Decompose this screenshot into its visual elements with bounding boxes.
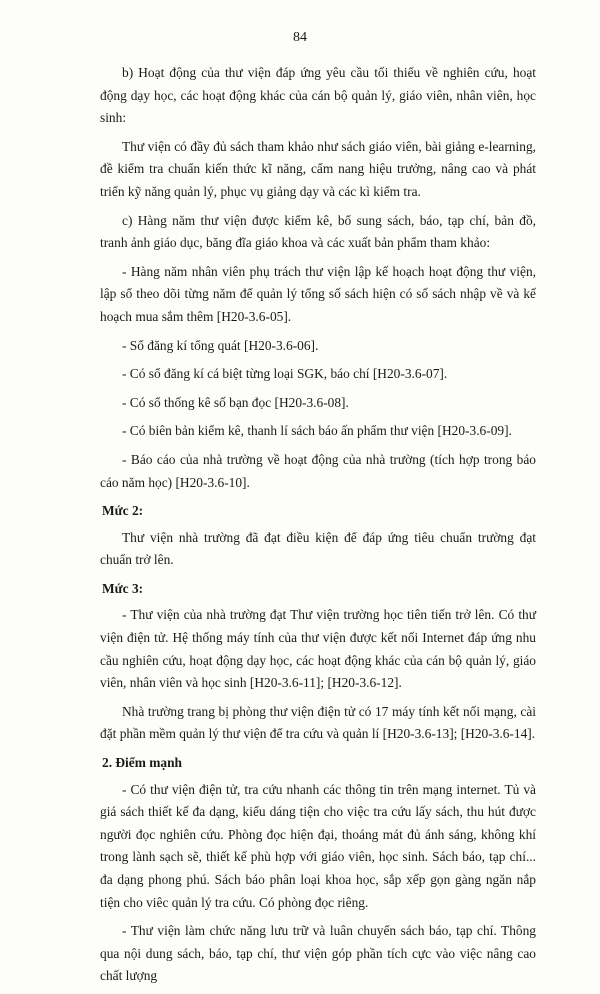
paragraph-reference-books: Thư viện có đầy đủ sách tham khảo như sách giáo viên, bài giảng e-learning, đề kiểm tra chuẩn kiến thức kĩ năng, cẩm nang hiệu trưởng, nâng cao và phát triển kỹ năng quản lý, phục vụ giảng dạy và các kì kiểm tra. — [100, 138, 536, 199]
list-item-inventory-minutes: - Có biên bản kiểm kê, thanh lí sách báo ấn phẩm thư viện [H20-3.6-09]. — [122, 423, 512, 439]
list-item-annual-plan: - Hàng năm nhân viên phụ trách thư viện lập kế hoạch hoạt động thư viện, lập sổ theo dõi từng năm để quản lý tổng số sách hiện có số sách nhập về và kế hoạch mua sắm thêm [H20-3.6-05]. — [100, 263, 536, 324]
heading-level-2: Mức 2: — [102, 503, 144, 519]
paragraph-level-3-computers: Nhà trường trang bị phòng thư viện điện tử có 17 máy tính kết nối mạng, cài đặt phần mềm quản lý thư viện để tra cứu và quản lí [H20-3.6-13]; [H20-3.6-14]. — [100, 703, 536, 742]
paragraph-strengths-archive: - Thư viện làm chức năng lưu trữ và luân chuyển sách báo, tạp chí. Thông qua nội dung sách, báo, tạp chí, thư viện góp phần tích cực vào việc nâng cao chất lượng — [100, 923, 536, 984]
paragraph-strengths-digital: - Có thư viện điện tử, tra cứu nhanh các thông tin trên mạng internet. Tủ và giá sách thiết kế đa dạng, kiểu dáng tiện cho việc tra cứu lấy sách, thu hút được người đọc nghiên cứu. Phòng đọc hiện đại, thoáng mát đủ ánh sáng, không khí trong lành sạch sẽ, thiết kế phù hợp với giáo viên, học sinh. Sách báo, tạp chí... đa dạng phong phú. Sách báo phân loại khoa học, sắp xếp gọn gàng ngăn nắp tiện cho viêc quản lý tra cứu. Có phòng đọc riêng. — [100, 781, 536, 910]
page-number: 84 — [293, 30, 307, 45]
heading-level-3: Mức 3: — [102, 580, 144, 596]
list-item-school-report: - Báo cáo của nhà trường về hoạt động của nhà trường (tích hợp trong báo cáo năm học) [H20-3.6-10]. — [100, 451, 536, 490]
heading-strengths: 2. Điểm mạnh — [102, 755, 182, 771]
document-body — [100, 62, 536, 994]
paragraph-c-inventory: c) Hàng năm thư viện được kiểm kê, bổ sung sách, báo, tạp chí, bản đồ, tranh ảnh giáo dục, băng đĩa giáo khoa và các xuất bản phẩm tham khảo: — [100, 212, 536, 251]
paragraph-b-activities: b) Hoạt động của thư viện đáp ứng yêu cầu tối thiểu về nghiên cứu, hoạt động dạy học, các hoạt động khác của cán bộ quản lý, giáo viên, nhân viên, học sinh: — [100, 65, 536, 126]
list-item-reader-statistics: - Có sổ thống kê số bạn đọc [H20-3.6-08]. — [122, 394, 349, 410]
list-item-individual-register: - Có sổ đăng kí cá biệt từng loại SGK, báo chí [H20-3.6-07]. — [122, 366, 448, 382]
paragraph-level-3-digital-library: - Thư viện của nhà trường đạt Thư viện trường học tiên tiến trở lên. Có thư viện điện tử. Hệ thống máy tính của thư viện được kết nối Internet đáp ứng nhu cầu nghiên cứu, hoạt động dạy học, các hoạt động khác của cán bộ quản lý, giáo viên, nhân viên và học sinh [H20-3.6-11]; [H20-3.6-12]. — [100, 607, 536, 691]
paragraph-level-2: Thư viện nhà trường đã đạt điều kiện để đáp ứng tiêu chuẩn trường đạt chuẩn trở lên. — [100, 529, 536, 568]
list-item-general-register: - Sổ đăng kí tổng quát [H20-3.6-06]. — [122, 337, 319, 353]
